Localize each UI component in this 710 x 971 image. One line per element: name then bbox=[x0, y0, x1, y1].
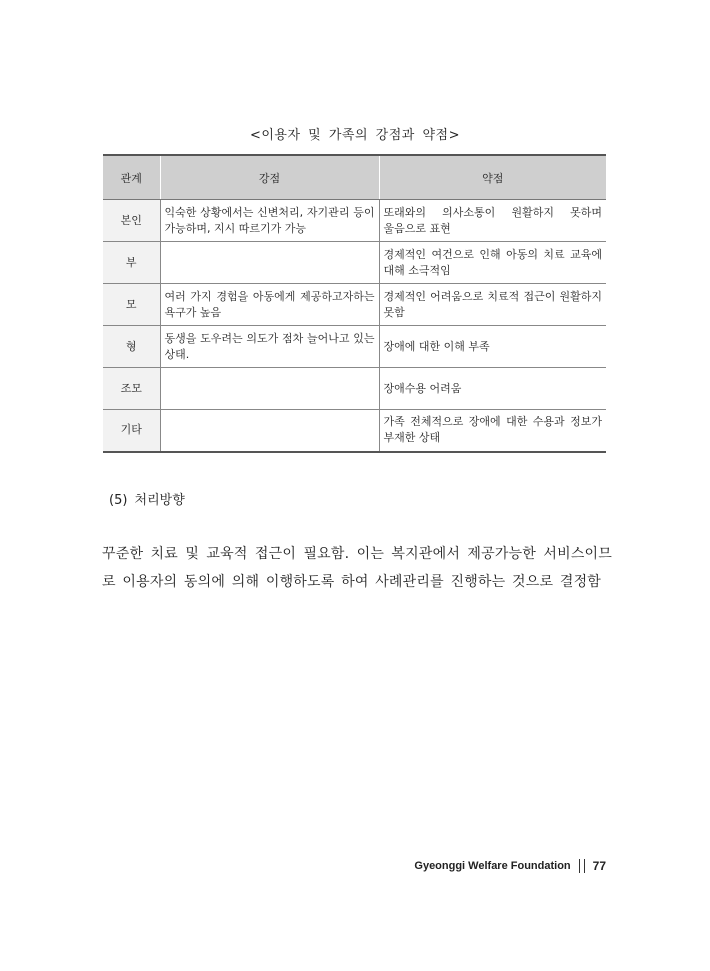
cell-weakness: 경제적인 여건으로 인해 아동의 치료 교육에 대해 소극적임 bbox=[379, 242, 606, 284]
header-weakness: 약점 bbox=[379, 155, 606, 200]
cell-relation: 기타 bbox=[103, 410, 160, 452]
table-row bbox=[103, 242, 606, 284]
cell-weakness: 가족 전체적으로 장애에 대한 수용과 정보가 부재한 상태 bbox=[379, 410, 606, 452]
table-row bbox=[103, 410, 606, 452]
cell-weakness: 장애에 대한 이해 부족 bbox=[379, 326, 606, 368]
table-row bbox=[103, 200, 606, 242]
cell-strength: 동생을 도우려는 의도가 점차 늘어나고 있는 상태. bbox=[160, 326, 379, 368]
cell-strength bbox=[160, 410, 379, 452]
cell-relation: 본인 bbox=[103, 200, 160, 242]
footer-divider bbox=[579, 859, 585, 873]
table-caption: <이용자 및 가족의 강점과 약점> bbox=[249, 128, 460, 143]
cell-strength bbox=[160, 242, 379, 284]
header-relation: 관계 bbox=[103, 155, 160, 200]
cell-weakness: 또래와의 의사소통이 원활하지 못하며 울음으로 표현 bbox=[379, 200, 606, 242]
header-strength: 강점 bbox=[160, 155, 379, 200]
table-row bbox=[103, 368, 606, 410]
cell-relation: 형 bbox=[103, 326, 160, 368]
cell-strength: 여러 가지 경험을 아동에게 제공하고자하는 욕구가 높음 bbox=[160, 284, 379, 326]
strengths-weaknesses-table bbox=[103, 154, 606, 453]
cell-weakness: 장애수용 어려움 bbox=[379, 368, 606, 410]
cell-strength bbox=[160, 368, 379, 410]
cell-weakness: 경제적인 어려움으로 치료적 접근이 원활하지 못함 bbox=[379, 284, 606, 326]
cell-relation: 모 bbox=[103, 284, 160, 326]
page-number: 77 bbox=[592, 859, 606, 873]
cell-relation: 조모 bbox=[103, 368, 160, 410]
footer-organization: Gyeonggi Welfare Foundation bbox=[414, 860, 571, 872]
table-row bbox=[103, 326, 606, 368]
cell-relation: 부 bbox=[103, 242, 160, 284]
cell-strength: 익숙한 상황에서는 신변처리, 자기관리 등이 가능하며, 지시 따르기가 가능 bbox=[160, 200, 379, 242]
section-title: (5) 처리방향 bbox=[109, 493, 185, 508]
table-row bbox=[103, 284, 606, 326]
table-header-row bbox=[103, 155, 606, 200]
body-paragraph: 꾸준한 치료 및 교육적 접근이 필요함. 이는 복지관에서 제공가능한 서비스이므로 이용자의 동의에 의해 이행하도록 하여 사례관리를 진행하는 것으로 결정함 bbox=[102, 546, 612, 590]
page-footer bbox=[414, 859, 606, 873]
